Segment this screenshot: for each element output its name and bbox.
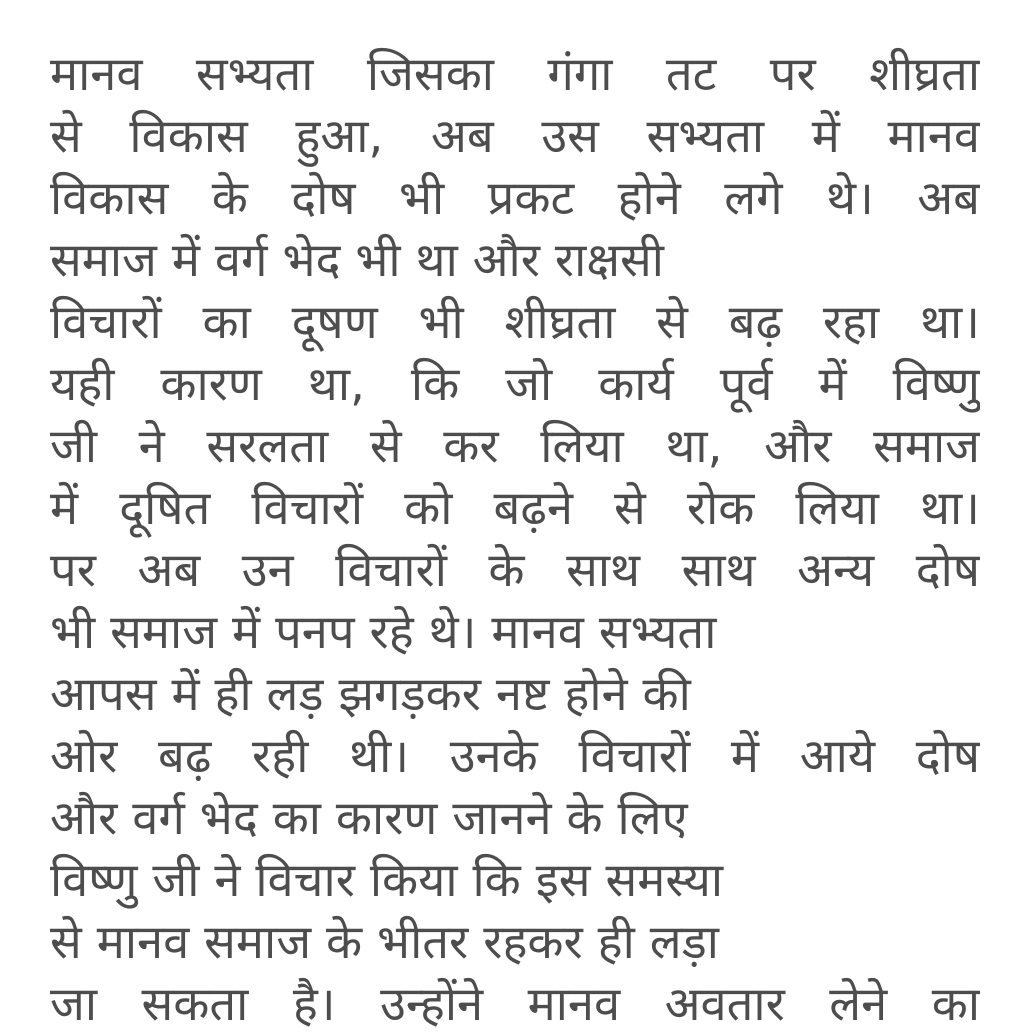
text-line: यही कारण था, कि जो कार्य पूर्व में विष्णु xyxy=(50,357,980,412)
text-line: मानव सभ्यता जिसका गंगा तट पर शीघ्रता xyxy=(50,47,980,102)
text-line: पर अब उन विचारों के साथ साथ अन्य दोष xyxy=(50,543,980,598)
text-line: विचारों का दूषण भी शीघ्रता से बढ़ रहा था। xyxy=(50,295,980,350)
text-line: विकास के दोष भी प्रकट होने लगे थे। अब xyxy=(50,171,980,226)
text-line: और वर्ग भेद का कारण जानने के लिए xyxy=(50,791,688,846)
text-line: समाज में वर्ग भेद भी था और राक्षसी xyxy=(50,233,664,288)
text-line: आपस में ही लड़ झगड़कर नष्ट होने की xyxy=(50,667,691,722)
text-line: विष्णु जी ने विचार किया कि इस समस्या xyxy=(50,853,724,908)
text-line: में दूषित विचारों को बढ़ने से रोक लिया था। xyxy=(50,481,980,536)
text-line: जी ने सरलता से कर लिया था, और समाज xyxy=(50,419,980,474)
text-line: से मानव समाज के भीतर रहकर ही लड़ा xyxy=(50,915,719,970)
text-line: जा सकता है। उन्होंने मानव अवतार लेने का xyxy=(50,977,980,1032)
text-line: ओर बढ़ रही थी। उनके विचारों में आये दोष xyxy=(50,729,980,784)
paragraph xyxy=(50,44,980,1036)
text-line: से विकास हुआ, अब उस सभ्यता में मानव xyxy=(50,109,980,164)
text-line: भी समाज में पनप रहे थे। मानव सभ्यता xyxy=(50,605,717,660)
